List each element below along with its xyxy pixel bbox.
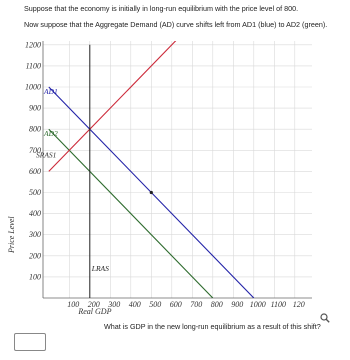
y-tick-label-1000: 1000 — [25, 82, 41, 92]
x-tick-label-1100: 1100 — [270, 300, 287, 309]
y-tick-label-1100: 1100 — [25, 61, 41, 71]
question-line-2: Now suppose that the Aggregate Demand (AD) curve shifts left from AD1 (blue) to AD2 (green). — [24, 20, 328, 29]
question-prompt: What is GDP in the new long-run equilibrium as a result of this shift? — [104, 322, 321, 331]
x-tick-label-100: 100 — [67, 300, 80, 309]
marker-point — [150, 191, 153, 194]
gdp-answer-input[interactable] — [14, 333, 46, 351]
y-tick-label-900: 900 — [29, 103, 41, 113]
curve-label-lras: LRAS — [91, 263, 109, 273]
x-tick-label-200: 200 — [87, 300, 100, 309]
y-axis-label: Price Level — [7, 216, 16, 254]
x-tick-label-1000: 1000 — [249, 300, 266, 309]
y-tick-label-700: 700 — [29, 145, 41, 155]
x-tick-label-300: 300 — [108, 300, 121, 309]
y-tick-label-1200: 1200 — [25, 40, 41, 50]
x-tick-label-600: 600 — [169, 300, 182, 309]
x-tick-label-400: 400 — [128, 300, 141, 309]
curve-label-ad2: AD2 — [44, 129, 58, 139]
curve-label-ad1: AD1 — [44, 87, 58, 96]
y-tick-label-800: 800 — [29, 124, 41, 134]
y-tick-label-100: 100 — [29, 272, 41, 282]
y-tick-label-600: 600 — [29, 166, 41, 176]
x-tick-label-900: 900 — [231, 300, 244, 309]
x-tick-label-500: 500 — [149, 300, 162, 309]
x-axis-label: Real GDP — [78, 307, 112, 316]
y-tick-label-500: 500 — [29, 188, 41, 197]
x-tick-label-1200: 120 — [292, 300, 305, 309]
curve-label-sras1: SRAS1 — [36, 150, 57, 160]
x-tick-label-700: 700 — [190, 300, 203, 309]
y-tick-label-300: 300 — [29, 230, 41, 240]
y-tick-label-400: 400 — [29, 209, 41, 219]
question-line-1: Suppose that the economy is initially in long-run equilibrium with the price level of 800. — [24, 4, 299, 13]
y-tick-label-200: 200 — [29, 251, 41, 261]
magnifier-icon[interactable] — [320, 313, 330, 323]
x-tick-label-800: 800 — [210, 300, 223, 309]
